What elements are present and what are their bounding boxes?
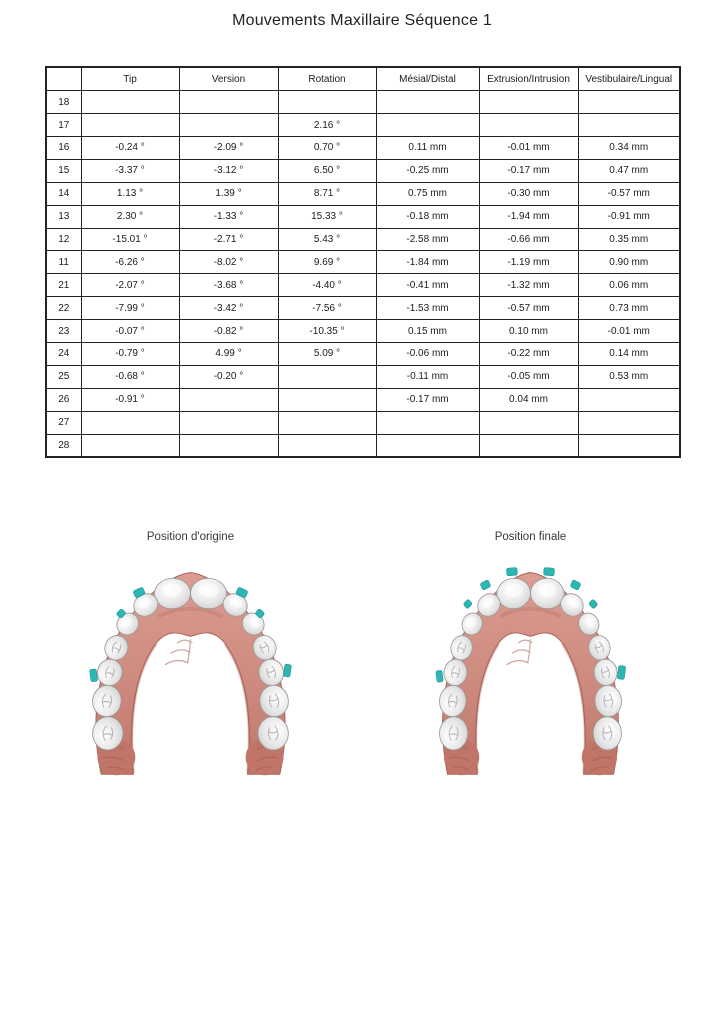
- arch-final-illustration: [398, 546, 663, 779]
- tooth-number-cell: 25: [46, 365, 81, 388]
- value-cell: 0.75 mm: [376, 182, 479, 205]
- value-cell: -2.09 °: [179, 136, 278, 159]
- arch-illustration: [48, 546, 333, 779]
- tooth-number-cell: 26: [46, 388, 81, 411]
- value-cell: -0.82 °: [179, 320, 278, 343]
- value-cell: -0.22 mm: [479, 342, 578, 365]
- tooth-number-cell: 15: [46, 159, 81, 182]
- table-header: [46, 67, 680, 91]
- value-cell: [179, 388, 278, 411]
- attachment-marker: [570, 579, 581, 590]
- value-cell: 0.34 mm: [578, 136, 680, 159]
- table-row: [46, 297, 680, 320]
- tooth-column-header: [46, 67, 81, 91]
- tooth-number-cell: 27: [46, 411, 81, 434]
- value-cell: [81, 114, 179, 137]
- table-row: [46, 320, 680, 343]
- value-cell: [479, 91, 578, 114]
- value-cell: [578, 91, 680, 114]
- value-cell: -1.19 mm: [479, 251, 578, 274]
- tooth-number-cell: 13: [46, 205, 81, 228]
- value-cell: -0.17 mm: [479, 159, 578, 182]
- table-row: [46, 136, 680, 159]
- value-cell: 0.04 mm: [479, 388, 578, 411]
- value-cell: -0.79 °: [81, 342, 179, 365]
- value-cell: 0.73 mm: [578, 297, 680, 320]
- tooth-number-cell: 18: [46, 91, 81, 114]
- value-cell: -0.11 mm: [376, 365, 479, 388]
- value-cell: [179, 434, 278, 457]
- page-title: Mouvements Maxillaire Séquence 1: [232, 12, 492, 29]
- value-cell: -0.05 mm: [479, 365, 578, 388]
- table-row: [46, 274, 680, 297]
- value-cell: -3.37 °: [81, 159, 179, 182]
- value-cell: 8.71 °: [278, 182, 376, 205]
- tooth-number-cell: 28: [46, 434, 81, 457]
- value-cell: -7.99 °: [81, 297, 179, 320]
- value-cell: [376, 434, 479, 457]
- tooth-number-cell: 21: [46, 274, 81, 297]
- value-cell: -0.07 °: [81, 320, 179, 343]
- value-cell: -0.01 mm: [578, 320, 680, 343]
- value-cell: -0.01 mm: [479, 136, 578, 159]
- table-header-row: [46, 67, 680, 91]
- value-cell: 1.39 °: [179, 182, 278, 205]
- figure-final-label: Position finale: [494, 531, 567, 543]
- attachment-marker: [283, 664, 291, 677]
- value-cell: -0.41 mm: [376, 274, 479, 297]
- table-row: [46, 388, 680, 411]
- value-cell: -0.91 °: [81, 388, 179, 411]
- value-cell: [376, 91, 479, 114]
- arch-origin-illustration: [48, 546, 333, 779]
- column-header: Tip: [81, 67, 179, 91]
- attachment-marker: [589, 599, 598, 609]
- table-row: [46, 411, 680, 434]
- value-cell: [376, 411, 479, 434]
- value-cell: [479, 411, 578, 434]
- value-cell: -1.33 °: [179, 205, 278, 228]
- value-cell: 5.43 °: [278, 228, 376, 251]
- tooth-number-cell: 24: [46, 342, 81, 365]
- value-cell: -2.58 mm: [376, 228, 479, 251]
- tooth-number-cell: 17: [46, 114, 81, 137]
- value-cell: 4.99 °: [179, 342, 278, 365]
- value-cell: 0.14 mm: [578, 342, 680, 365]
- value-cell: [81, 91, 179, 114]
- value-cell: [578, 411, 680, 434]
- value-cell: -7.56 °: [278, 297, 376, 320]
- table-row: [46, 251, 680, 274]
- value-cell: -3.42 °: [179, 297, 278, 320]
- value-cell: [578, 114, 680, 137]
- value-cell: [479, 434, 578, 457]
- value-cell: 15.33 °: [278, 205, 376, 228]
- figure-origin: [48, 529, 333, 785]
- attachment-marker: [544, 567, 555, 575]
- attachment-marker: [89, 669, 97, 682]
- value-cell: -1.94 mm: [479, 205, 578, 228]
- value-cell: -3.68 °: [179, 274, 278, 297]
- value-cell: 0.10 mm: [479, 320, 578, 343]
- tooth-number-cell: 14: [46, 182, 81, 205]
- value-cell: -15.01 °: [81, 228, 179, 251]
- table-row: [46, 114, 680, 137]
- table-row: [46, 159, 680, 182]
- value-cell: [479, 114, 578, 137]
- table-row: [46, 342, 680, 365]
- value-cell: [278, 434, 376, 457]
- column-header: Version: [179, 67, 278, 91]
- value-cell: -0.18 mm: [376, 205, 479, 228]
- value-cell: [179, 114, 278, 137]
- value-cell: -10.35 °: [278, 320, 376, 343]
- value-cell: 9.69 °: [278, 251, 376, 274]
- value-cell: -0.06 mm: [376, 342, 479, 365]
- value-cell: -4.40 °: [278, 274, 376, 297]
- value-cell: -0.25 mm: [376, 159, 479, 182]
- attachment-marker: [506, 567, 517, 575]
- value-cell: [278, 411, 376, 434]
- value-cell: 0.53 mm: [578, 365, 680, 388]
- table-row: [46, 434, 680, 457]
- value-cell: -0.30 mm: [479, 182, 578, 205]
- column-header: Rotation: [278, 67, 376, 91]
- value-cell: -2.07 °: [81, 274, 179, 297]
- table-row: [46, 205, 680, 228]
- value-cell: [578, 388, 680, 411]
- value-cell: -0.68 °: [81, 365, 179, 388]
- tooth-number-cell: 12: [46, 228, 81, 251]
- value-cell: 0.15 mm: [376, 320, 479, 343]
- table-row: [46, 228, 680, 251]
- value-cell: 5.09 °: [278, 342, 376, 365]
- attachment-marker: [480, 579, 491, 590]
- attachment-marker: [617, 665, 626, 679]
- table-row: [46, 91, 680, 114]
- value-cell: -0.20 °: [179, 365, 278, 388]
- arch-illustration: [398, 546, 663, 779]
- value-cell: -2.71 °: [179, 228, 278, 251]
- value-cell: -8.02 °: [179, 251, 278, 274]
- value-cell: -6.26 °: [81, 251, 179, 274]
- value-cell: [278, 365, 376, 388]
- tooth-number-cell: 16: [46, 136, 81, 159]
- column-header: Vestibulaire/Lingual: [578, 67, 680, 91]
- table-row: [46, 365, 680, 388]
- value-cell: -3.12 °: [179, 159, 278, 182]
- value-cell: -0.57 mm: [479, 297, 578, 320]
- value-cell: 2.16 °: [278, 114, 376, 137]
- value-cell: [278, 388, 376, 411]
- value-cell: 0.90 mm: [578, 251, 680, 274]
- table-row: [46, 182, 680, 205]
- value-cell: 0.35 mm: [578, 228, 680, 251]
- value-cell: [578, 434, 680, 457]
- column-header: Extrusion/Intrusion: [479, 67, 578, 91]
- attachment-marker: [436, 670, 444, 682]
- value-cell: -1.32 mm: [479, 274, 578, 297]
- movement-table-body: [46, 91, 680, 458]
- value-cell: -1.84 mm: [376, 251, 479, 274]
- value-cell: 0.06 mm: [578, 274, 680, 297]
- value-cell: -0.24 °: [81, 136, 179, 159]
- figure-final: [398, 529, 663, 785]
- value-cell: 0.11 mm: [376, 136, 479, 159]
- value-cell: 1.13 °: [81, 182, 179, 205]
- figure-origin-label: Position d'origine: [146, 531, 235, 543]
- value-cell: 6.50 °: [278, 159, 376, 182]
- value-cell: -0.57 mm: [578, 182, 680, 205]
- value-cell: [179, 91, 278, 114]
- value-cell: [376, 114, 479, 137]
- value-cell: [81, 434, 179, 457]
- movements-table: [45, 66, 681, 458]
- value-cell: -1.53 mm: [376, 297, 479, 320]
- value-cell: [278, 91, 376, 114]
- tooth-number-cell: 11: [46, 251, 81, 274]
- value-cell: [81, 411, 179, 434]
- tooth-number-cell: 22: [46, 297, 81, 320]
- value-cell: -0.66 mm: [479, 228, 578, 251]
- tooth-number-cell: 23: [46, 320, 81, 343]
- value-cell: 0.70 °: [278, 136, 376, 159]
- column-header: Mésial/Distal: [376, 67, 479, 91]
- value-cell: -0.91 mm: [578, 205, 680, 228]
- attachment-marker: [463, 599, 472, 609]
- value-cell: 0.47 mm: [578, 159, 680, 182]
- value-cell: [179, 411, 278, 434]
- value-cell: 2.30 °: [81, 205, 179, 228]
- value-cell: -0.17 mm: [376, 388, 479, 411]
